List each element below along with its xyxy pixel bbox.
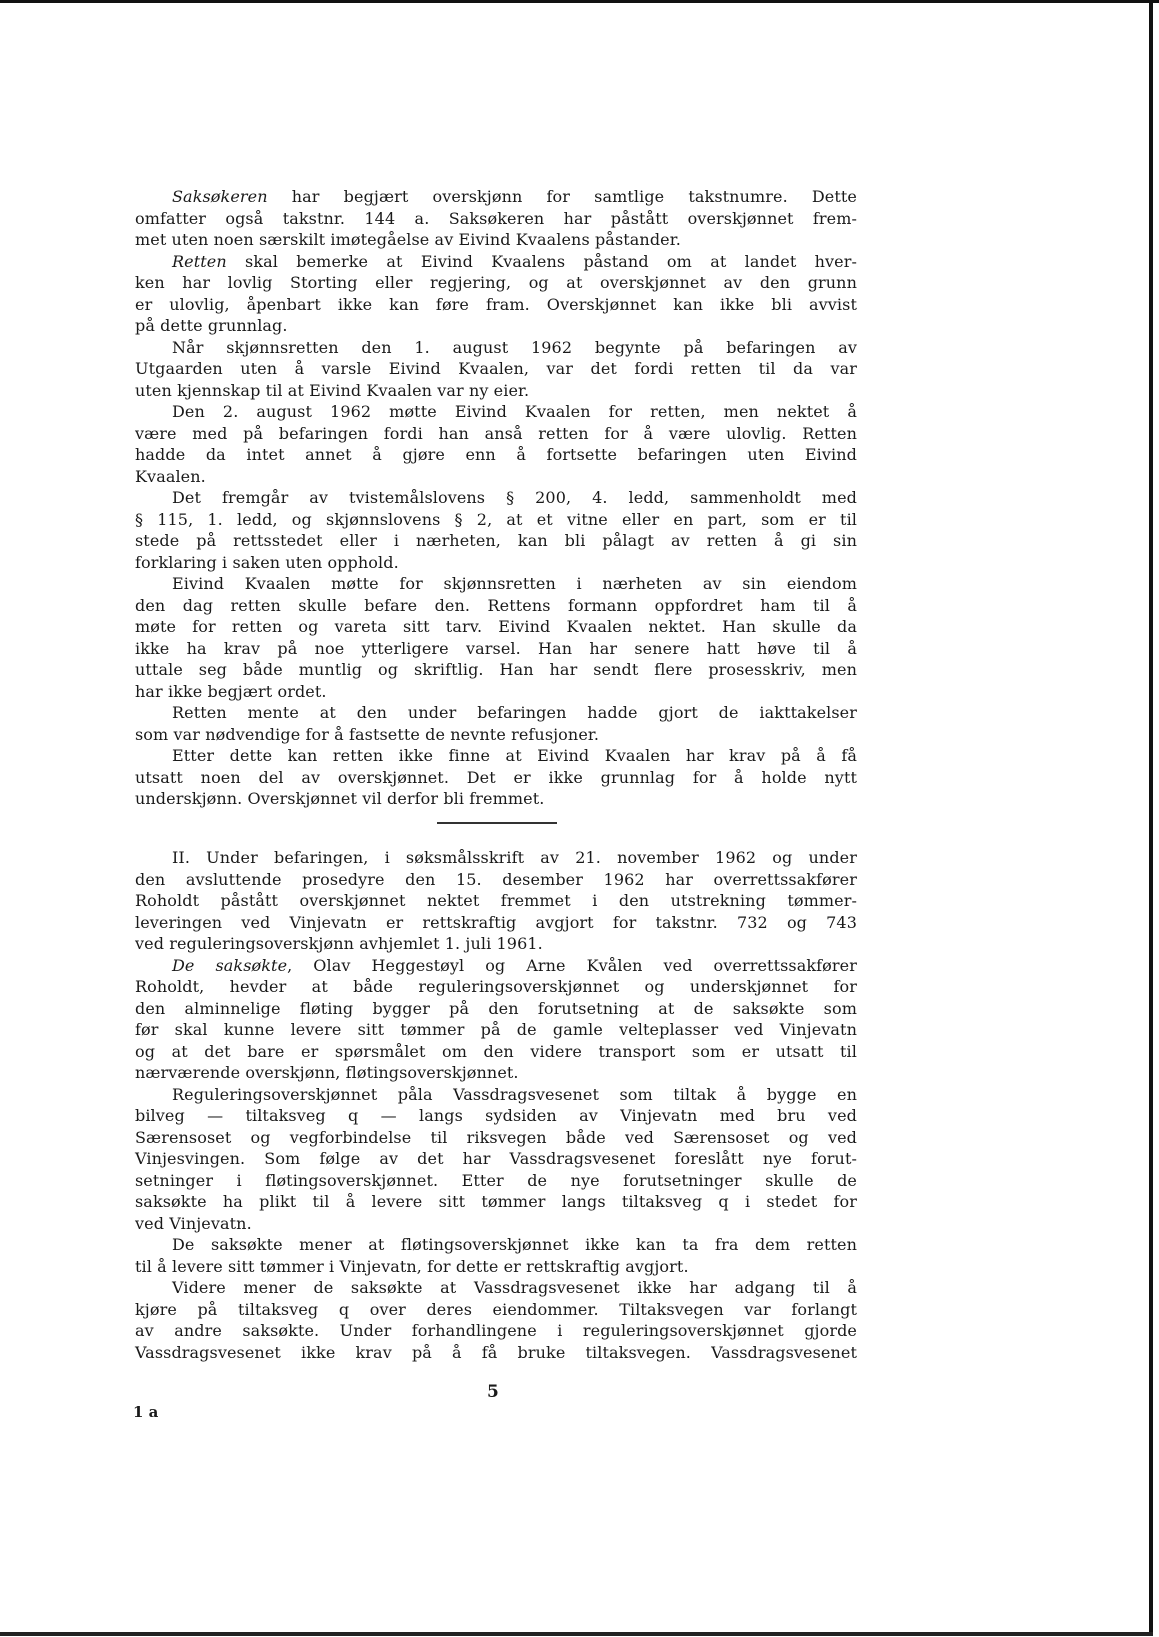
line-text: omfatter også takstnr. 144 a. Saksøkeren har påstått overskjønnet frem- [135,208,857,228]
text-line [135,724,857,746]
text-line [135,1234,857,1256]
text-line [135,745,857,767]
line-text: utsatt noen del av overskjønnet. Det er ikke grunnlag for å holde nytt [135,767,857,787]
paragraph [135,401,857,487]
line-text: kjøre på tiltaksveg q over deres eiendommer. Tiltaksvegen var forlangt [135,1299,857,1319]
scan-border-bottom [0,1632,1153,1636]
italic-lead: De saksøkte [172,955,288,975]
line-text: forklaring i saken uten opphold. [135,552,399,572]
text-line [135,573,857,595]
line-text: er ulovlig, åpenbart ikke kan føre fram. Overskjønnet kan ikke bli avvist [135,294,857,314]
line-text: Vinjesvingen. Som følge av det har Vassdragsvesenet foreslått nye forut- [135,1149,857,1168]
line-text: har begjært overskjønn for samtlige takstnumre. Dette [267,187,857,206]
paragraph [135,702,857,745]
text-line [135,788,857,810]
line-text: Roholdt, hevder at både reguleringsoverskjønnet og underskjønnet for [135,977,857,996]
text-line [135,1191,857,1213]
section-divider [437,822,557,824]
line-text: har ikke begjært ordet. [135,681,327,701]
text-line [135,466,857,488]
line-text: Vassdragsvesenet ikke krav på å få bruke tiltaksvegen. Vassdragsvesenet [135,1342,857,1362]
line-text: Det fremgår av tvistemålslovens § 200, 4. ledd, sammenholdt med [172,488,857,507]
text-line [135,1170,857,1192]
line-text: , Olav Heggestøyl og Arne Kvålen ved overrettssakfører [287,955,857,975]
text-line [135,530,857,552]
line-text: Reguleringsoverskjønnet påla Vassdragsvesenet som tiltak å bygge en [172,1084,857,1104]
text-line [135,1148,857,1170]
line-text: på dette grunnlag. [135,316,288,335]
line-text: ved reguleringsoverskjønn avhjemlet 1. juli 1961. [135,934,543,953]
text-line [135,401,857,423]
line-text: setninger i fløtingsoverskjønnet. Etter de nye forutsetninger skulle de [135,1170,857,1190]
text-line [135,1299,857,1321]
section-one-body [135,186,857,810]
text-line [135,1320,857,1342]
text-line [135,890,857,912]
text-line [135,208,857,230]
line-text: Særensoset og vegforbindelse til riksvegen både ved Særensoset og ved [135,1127,857,1147]
text-line [135,380,857,402]
line-text: uttale seg både muntlig og skriftlig. Han har sendt flere prosesskriv, men [135,660,857,679]
line-text: den avsluttende prosedyre den 15. desember 1962 har overrettssakfører [135,869,857,889]
line-text: være med på befaringen fordi han anså retten for å være ulovlig. Retten [135,423,857,443]
paragraph [135,847,857,955]
line-text: stede på rettsstedet eller i nærheten, kan bli pålagt av retten å gi sin [135,531,857,550]
line-text: saksøkte ha plikt til å levere sitt tømmer langs tiltaksveg q i stedet for [135,1192,857,1211]
text-line [135,1062,857,1084]
text-line [135,955,857,977]
text-line [135,294,857,316]
text-line [135,976,857,998]
text-line [135,638,857,660]
text-line [135,1019,857,1041]
paragraph [135,186,857,251]
text-line [135,1277,857,1299]
text-line [135,1213,857,1235]
paragraph [135,745,857,810]
line-text: met uten noen særskilt imøtegåelse av Eivind Kvaalens påstander. [135,230,681,249]
italic-lead: Retten [172,251,227,271]
text-line [135,1041,857,1063]
paragraph [135,955,857,1084]
text-line [135,1342,857,1364]
text-line [135,315,857,337]
line-text: Kvaalen. [135,466,206,486]
line-text: den dag retten skulle befare den. Rettens formann oppfordret ham til å [135,595,857,615]
text-line [135,847,857,869]
section-two-body [135,847,857,1363]
line-text: § 115, 1. ledd, og skjønnslovens § 2, at et vitne eller en part, som er til [135,509,857,529]
signature-mark: 1 a [133,1403,159,1421]
line-text: til å levere sitt tømmer i Vinjevatn, for dette er rettskraftig avgjort. [135,1256,689,1276]
line-text: hadde da intet annet å gjøre enn å fortsette befaringen uten Eivind [135,445,857,464]
line-text: De saksøkte mener at fløtingsoverskjønnet ikke kan ta fra dem retten [172,1235,857,1254]
line-text: uten kjennskap til at Eivind Kvaalen var ny eier. [135,380,530,400]
italic-lead: Saksøkeren [172,187,268,206]
text-line [135,487,857,509]
line-text: ved Vinjevatn. [135,1213,252,1233]
text-line [135,681,857,703]
line-text: Når skjønnsretten den 1. august 1962 begynte på befaringen av [172,337,857,357]
line-text: II. Under befaringen, i søksmålsskrift av 21. november 1962 og under [172,848,857,867]
paragraph [135,337,857,402]
line-text: møte for retten og vareta sitt tarv. Eivind Kvaalen nektet. Han skulle da [135,617,857,636]
text-line [135,869,857,891]
text-line [135,702,857,724]
line-text: ken har lovlig Storting eller regjering, og at overskjønnet av den grunn [135,273,857,292]
text-line [135,1127,857,1149]
text-line [135,272,857,294]
paragraph [135,1277,857,1363]
scan-border-top [0,0,1159,3]
text-line [135,767,857,789]
paragraph [135,1084,857,1235]
line-text: leveringen ved Vinjevatn er rettskraftig avgjort for takstnr. 732 og 743 [135,912,857,932]
text-line [135,509,857,531]
paragraph [135,573,857,702]
line-text: Eivind Kvaalen møtte for skjønnsretten i nærheten av sin eiendom [172,574,857,593]
line-text: nærværende overskjønn, fløtingsoverskjønnet. [135,1063,519,1082]
line-text: ikke ha krav på noe ytterligere varsel. Han har senere hatt høve til å [135,638,857,658]
text-line [135,444,857,466]
text-line [135,998,857,1020]
line-text: Etter dette kan retten ikke finne at Eivind Kvaalen har krav på å få [172,746,857,765]
page-number: 5 [487,1382,499,1402]
text-line [135,229,857,251]
text-line [135,1105,857,1127]
paragraph [135,1234,857,1277]
text-line [135,616,857,638]
text-line [135,912,857,934]
line-text: av andre saksøkte. Under forhandlingene i reguleringsoverskjønnet gjorde [135,1321,857,1340]
text-line [135,1084,857,1106]
line-text: skal bemerke at Eivind Kvaalens påstand om at landet hver- [226,251,857,271]
line-text: underskjønn. Overskjønnet vil derfor bli fremmet. [135,789,545,808]
text-line [135,552,857,574]
text-line [135,186,857,208]
paragraph [135,251,857,337]
scan-border-right [1149,0,1153,1633]
line-text: den alminnelige fløting bygger på den forutsetning at de saksøkte som [135,998,857,1018]
text-line [135,1256,857,1278]
line-text: Videre mener de saksøkte at Vassdragsvesenet ikke har adgang til å [172,1278,857,1297]
text-line [135,423,857,445]
line-text: før skal kunne levere sitt tømmer på de gamle velteplasser ved Vinjevatn [135,1020,857,1039]
text-line [135,595,857,617]
text-line [135,251,857,273]
text-line [135,933,857,955]
line-text: Roholdt påstått overskjønnet nektet fremmet i den utstrekning tømmer- [135,891,857,910]
text-line [135,659,857,681]
paragraph [135,487,857,573]
line-text: Den 2. august 1962 møtte Eivind Kvaalen for retten, men nektet å [172,402,857,421]
text-line [135,358,857,380]
line-text: som var nødvendige for å fastsette de nevnte refusjoner. [135,724,600,744]
line-text: Retten mente at den under befaringen hadde gjort de iakttakelser [172,703,857,722]
line-text: Utgaarden uten å varsle Eivind Kvaalen, var det fordi retten til da var [135,359,857,378]
line-text: og at det bare er spørsmålet om den videre transport som er utsatt til [135,1041,857,1061]
line-text: bilveg — tiltaksveg q — langs sydsiden av Vinjevatn med bru ved [135,1106,857,1125]
text-line [135,337,857,359]
